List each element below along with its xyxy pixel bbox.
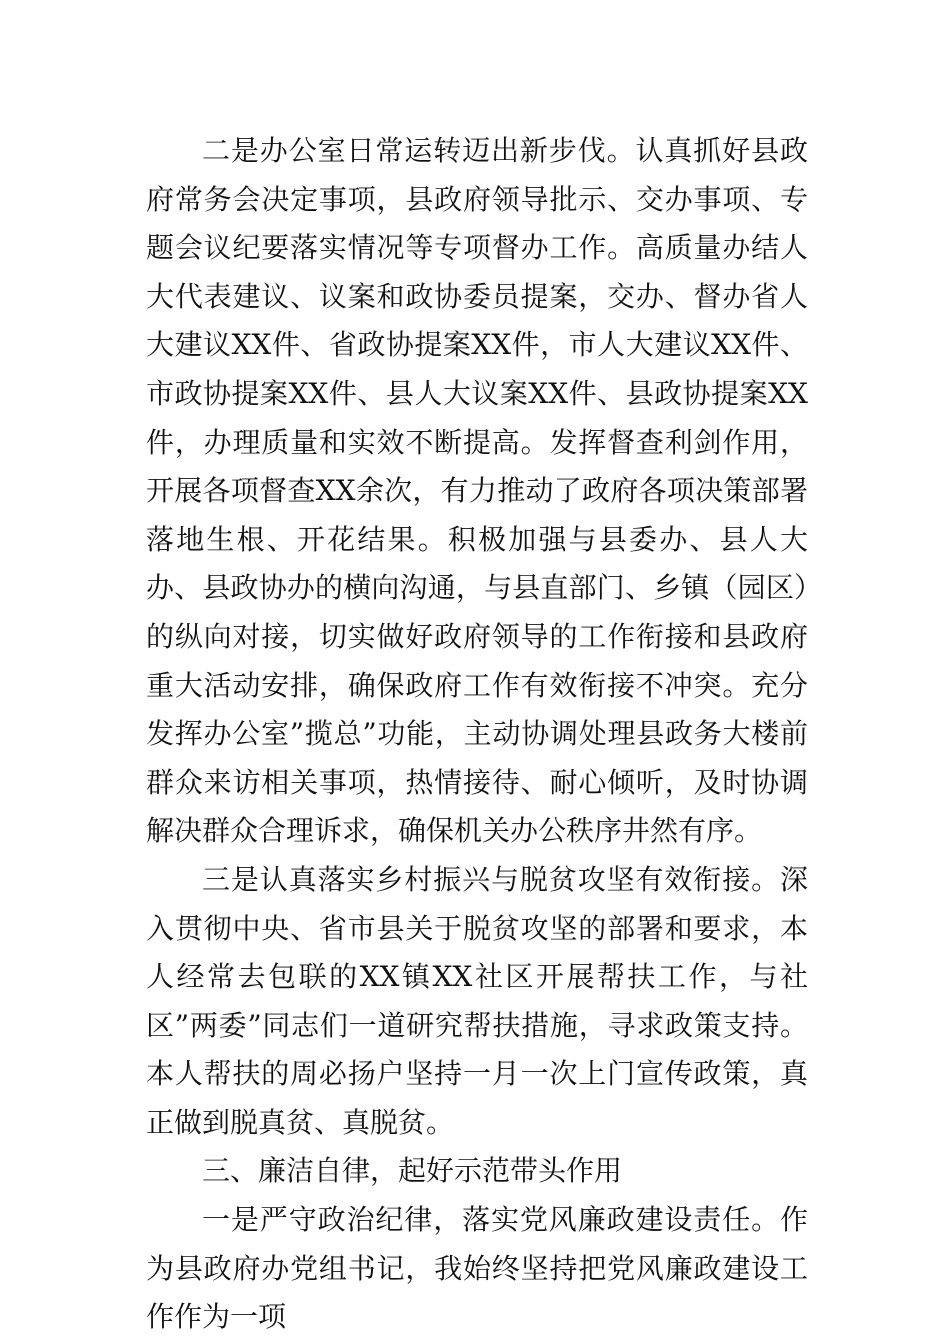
paragraph-office-operations: 二是办公室日常运转迈出新步伐。认真抓好县政府常务会决定事项，县政府领导批示、交办事项、专题会议纪要落实情况等专项督办工作。高质量办结人大代表建议、议案和政协委员提案，交办、督办省人大建议XX件、省政协提案XX件，市人大建议XX件、市政协提案XX件、县人大议案XX件、县政协提案XX件，办理质量和实效不断提高。发挥督查利剑作用，开展各项督查XX余次，有力推动了政府各项决策部署落地生根、开花结果。积极加强与县委办、县人大办、县政协办的横向沟通，与县直部门、乡镇（园区）的纵向对接，切实做好政府领导的工作衔接和县政府重大活动安排，确保政府工作有效衔接不冲突。充分发挥办公室”揽总”功能，主动协调处理县政务大楼前群众来访相关事项，热情接待、耐心倾听，及时协调解决群众合理诉求，确保机关办公秩序井然有序。 bbox=[146, 134, 808, 848]
paragraph-political-discipline: 一是严守政治纪律，落实党风廉政建设责任。作为县政府办党组书记，我始终坚持把党风廉政建设工作作为一项 bbox=[146, 1203, 808, 1334]
document-body bbox=[146, 127, 808, 1342]
section-heading-integrity: 三、廉洁自律，起好示范带头作用 bbox=[202, 1154, 623, 1188]
paragraph-rural-revitalization: 三是认真落实乡村振兴与脱贫攻坚有效衔接。深入贯彻中央、省市县关于脱贫攻坚的部署和要求，本人经常去包联的XX镇XX社区开展帮扶工作，与社区”两委”同志们一道研究帮扶措施，寻求政策支持。本人帮扶的周必扬户坚持一月一次上门宣传政策，真正做到脱真贫、真脱贫。 bbox=[146, 862, 808, 1139]
